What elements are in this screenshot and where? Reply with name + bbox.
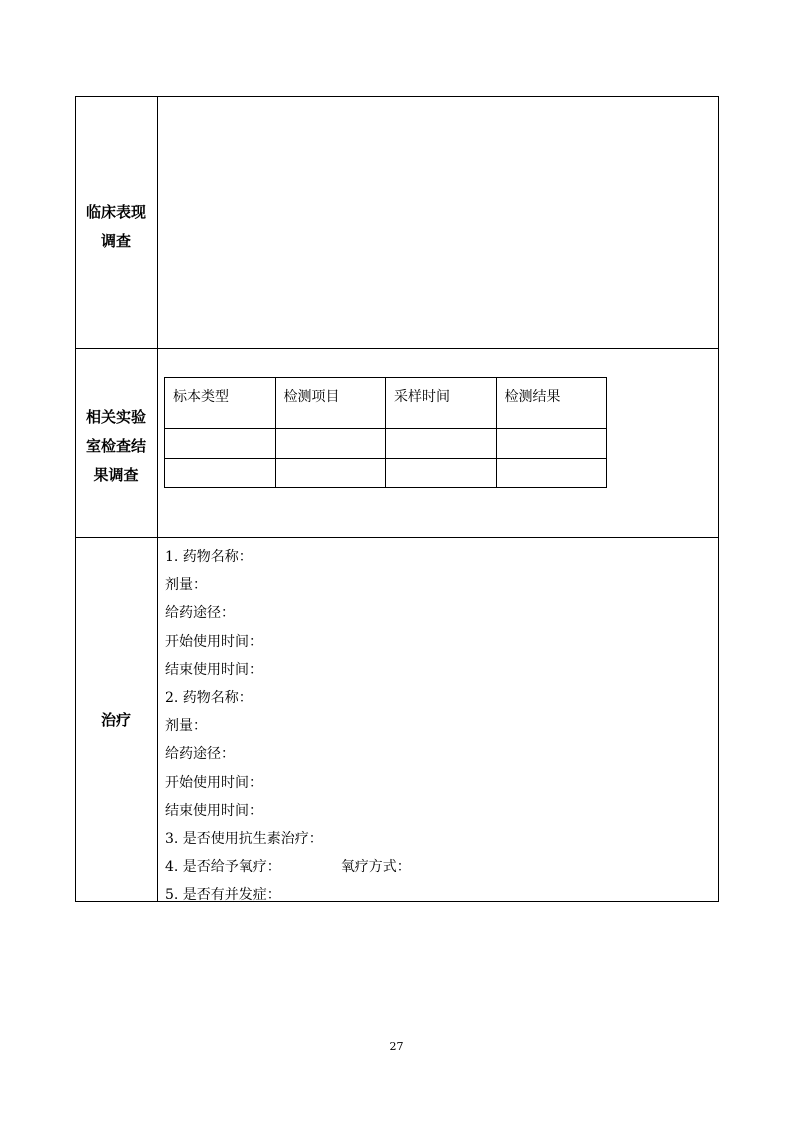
table-border-right (718, 96, 719, 902)
clinical-label (75, 198, 157, 256)
table-cell[interactable] (165, 429, 276, 458)
treatment-line: 2. 药物名称： (165, 690, 253, 707)
clinical-label-line-1: 临床表现 (85, 203, 146, 221)
row-divider-1 (75, 348, 719, 349)
treatment-line: 给药途径： (165, 605, 235, 622)
row-divider-2 (75, 537, 719, 538)
treatment-line: 开始使用时间： (165, 633, 263, 650)
treatment-lines (165, 543, 411, 910)
lab-results-table (164, 377, 607, 488)
oxygen-line (165, 853, 411, 881)
table-cell[interactable] (496, 458, 607, 487)
table-cell[interactable] (275, 458, 386, 487)
treatment-line: 给药途径： (165, 746, 235, 763)
table-cell[interactable] (496, 429, 607, 458)
treatment-line: 开始使用时间： (165, 774, 263, 791)
clinical-label-line-2: 调查 (100, 232, 131, 250)
treatment-label-text: 治疗 (100, 711, 131, 729)
table-cell[interactable] (386, 458, 497, 487)
treatment-label (75, 706, 157, 735)
lab-table-header-row (165, 378, 607, 429)
treatment-line: 3. 是否使用抗生素治疗： (165, 831, 323, 848)
lab-header-specimen-type: 标本类型 (165, 378, 276, 429)
table-row (165, 429, 607, 458)
table-row (165, 458, 607, 487)
lab-label-line-2: 室检查结 (85, 437, 146, 455)
lab-header-sampling-time: 采样时间 (386, 378, 497, 429)
lab-label-line-1: 相关实验 (85, 408, 146, 426)
lab-header-test-result: 检测结果 (496, 378, 607, 429)
table-cell[interactable] (165, 458, 276, 487)
lab-label (75, 403, 157, 490)
table-cell[interactable] (275, 429, 386, 458)
treatment-line: 结束使用时间： (165, 802, 263, 819)
lab-header-test-item: 检测项目 (275, 378, 386, 429)
treatment-line: 剂量： (165, 577, 207, 594)
treatment-line: 结束使用时间： (165, 661, 263, 678)
treatment-line: 1. 药物名称： (165, 549, 253, 565)
oxygen-question: 4. 是否给予氧疗： (165, 859, 281, 876)
complication-line: 5. 是否有并发症： (165, 887, 281, 904)
page-number: 27 (389, 1040, 404, 1053)
clinical-field[interactable] (158, 97, 718, 348)
oxygen-mode: 氧疗方式： (340, 859, 411, 876)
table-cell[interactable] (386, 429, 497, 458)
lab-label-line-3: 果调查 (93, 466, 139, 484)
treatment-line: 剂量： (165, 718, 207, 735)
